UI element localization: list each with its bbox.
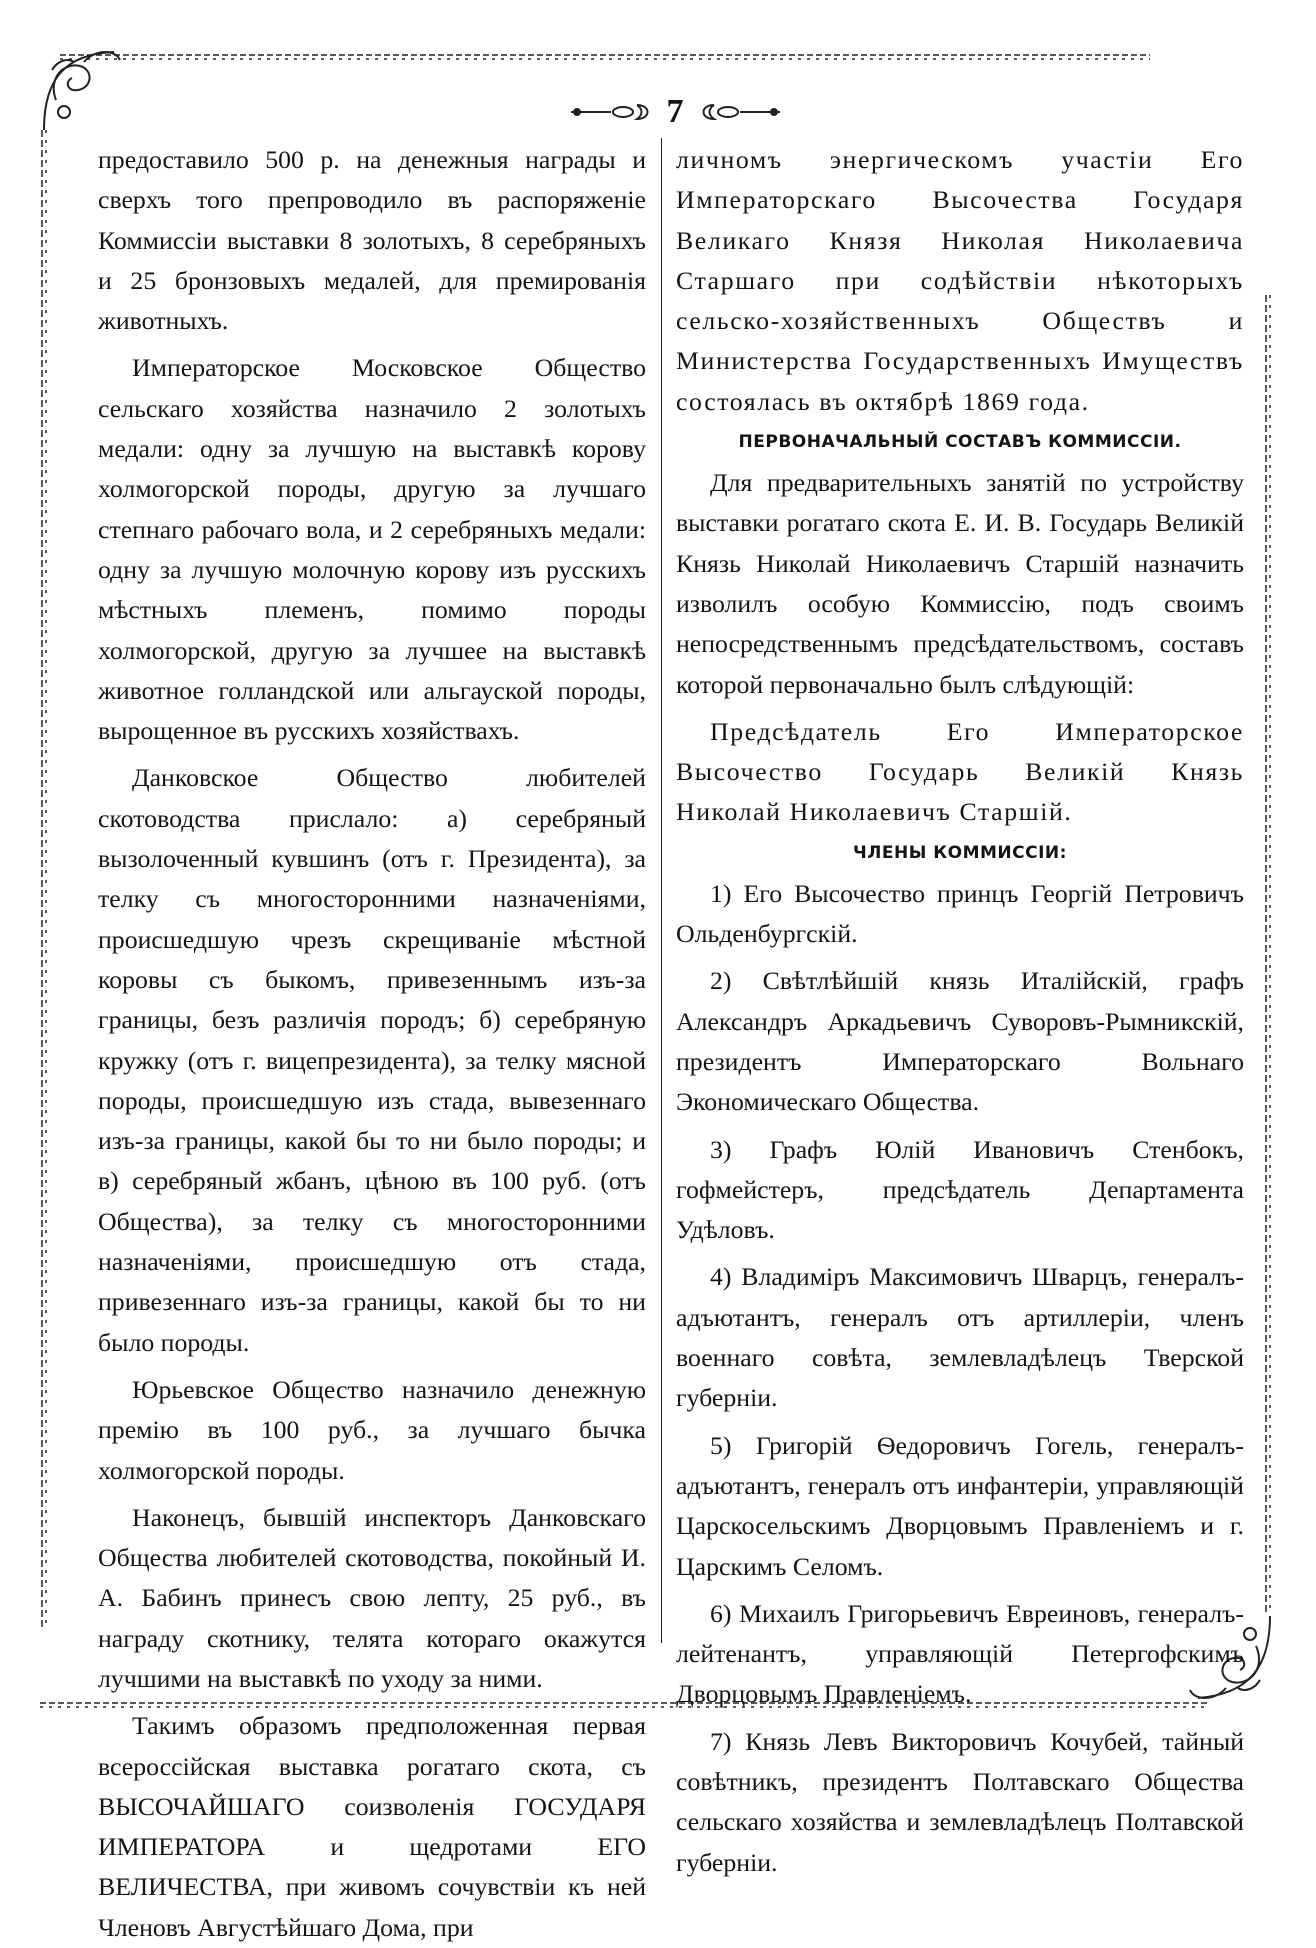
paragraph: Юрьевское Общество назначило денежную премію въ 100 руб., за лучшаго бычка холмогорской породы. (98, 1374, 646, 1485)
section-heading: ЧЛЕНЫ КОММИССІИ: (853, 842, 1067, 863)
member-entry: 2) Свѣтлѣйшій князь Италійскій, графъ Александръ Аркадьевичъ Суворовъ-Рымникскій, президентъ Императорскаго Вольнаго Экономическаго Общества. (676, 966, 1244, 1117)
header-ornament-left (571, 101, 657, 123)
column-divider (661, 138, 662, 1643)
member-entry: 1) Его Высочество принцъ Георгій Петровичъ Ольденбургскій. (676, 878, 1244, 949)
paragraph: личномъ энергическомъ участіи Его Императорскаго Высочества Государя Великаго Князя Николая Николаевича Старшаго при содѣйствіи нѣкоторыхъ сельско-хозяйственныхъ Обществъ и Министерства Государственныхъ Имуществъ состоялась въ октябрѣ 1869 года. (676, 145, 1244, 416)
chairman-paragraph: Предсѣдатель Его Императорское Высочество Государь Великій Князь Николай Николаевичъ Старшій. (676, 716, 1244, 827)
page-header (560, 90, 790, 134)
left-column (98, 140, 646, 1948)
paragraph: Данковское Общество любителей скотоводства прислало: а) серебряный вызолоченный кувшинъ (отъ г. Президента), за телку съ многосторонними назначеніями, происшедшую чрезъ скрещиваніе мѣстной коровы съ быкомъ, привезеннымъ изъ-за границы, безъ различія породъ; б) серебряную кружку (отъ г. вицепрезидента), за телку мясной породы, происшедшую изъ стада, вывезеннаго изъ-за границы, какой бы то ни было породы; и в) серебряный жбанъ, цѣною въ 100 руб. (отъ Общества), за телку съ многосторонними назначеніями, происшедшую отъ стада, привезеннаго изъ-за границы, какой бы то ни было породы. (98, 763, 646, 1357)
member-entry: 6) Михаилъ Григорьевичъ Евреиновъ, генералъ-лейтенантъ, управляющій Петергофскимъ Дворцовымъ Правленіемъ. (676, 1598, 1244, 1709)
header-ornament-right (694, 101, 780, 123)
paragraph: Для предварительныхъ занятій по устройству выставки рогатаго скота Е. И. В. Государь Великій Князь Николай Николаевичъ Старшій назначить изволилъ особую Коммиссію, подъ своимъ непосредственнымъ предсѣдательствомъ, составъ которой первоначально былъ слѣдующій: (676, 468, 1244, 699)
member-entry: 5) Григорій Ѳедоровичъ Гогель, генералъ-адъютантъ, генералъ отъ инфантеріи, управляющій Царскосельскимъ Дворцовымъ Правленіемъ и г. Царскимъ Селомъ. (676, 1430, 1244, 1581)
member-entry: 4) Владиміръ Максимовичъ Шварцъ, генералъ-адъютантъ, генералъ отъ артиллеріи, членъ военнаго совѣта, землевладѣлецъ Тверской губерніи. (676, 1262, 1244, 1413)
paragraph: предоставило 500 р. на денежныя награды и сверхъ того препроводило въ распоряженіе Коммиссіи выставки 8 золотыхъ, 8 серебряныхъ и 25 бронзовыхъ медалей, для премированія животныхъ. (98, 145, 646, 336)
frame-border-top (60, 52, 1150, 62)
paragraph: Императорское Московское Общество сельскаго хозяйства назначило 2 золотыхъ медали: одну за лучшую на выставкѣ корову холмогорской породы, другую за лучшаго степнаго рабочаго вола, и 2 серебряныхъ медали: одну за лучшую молочную корову изъ русскихъ мѣстныхъ племенъ, помимо породы холмогорской, другую за лучшее на выставкѣ животное голландской или альгауской породы, вырощенное въ русскихъ хозяйствахъ. (98, 353, 646, 746)
member-entry: 3) Графъ Юлій Ивановичъ Стенбокъ, гофмейстеръ, предсѣдатель Департамента Удѣловъ. (676, 1134, 1244, 1245)
frame-border-right (1262, 295, 1274, 1615)
member-entry: 7) Князь Левъ Викторовичъ Кочубей, тайный совѣтникъ, президентъ Полтавскаго Общества сельскаго хозяйства и землевладѣлецъ Полтавской губерніи. (676, 1726, 1244, 1877)
page-number: 7 (666, 93, 684, 130)
section-heading: ПЕРВОНАЧАЛЬНЫЙ СОСТАВЪ КОММИССІИ. (738, 432, 1182, 453)
frame-border-left (38, 130, 50, 1630)
paragraph: Наконецъ, бывшій инспекторъ Данковскаго Общества любителей скотоводства, покойный И. А. Бабинъ принесъ свою лепту, 25 руб., въ награду скотнику, телята котораго окажутся лучшими на выставкѣ по уходу за ними. (98, 1502, 646, 1693)
paragraph: Такимъ образомъ предположенная первая всероссійская выставка рогатаго скота, съ ВЫСОЧАЙШАГО соизволенія ГОСУДАРЯ ИМПЕРАТОРА и щедротами ЕГО ВЕЛИЧЕСТВА, при живомъ сочувствіи къ ней Членовъ Августѣйшаго Дома, при (98, 1711, 646, 1942)
right-column (676, 140, 1244, 1883)
